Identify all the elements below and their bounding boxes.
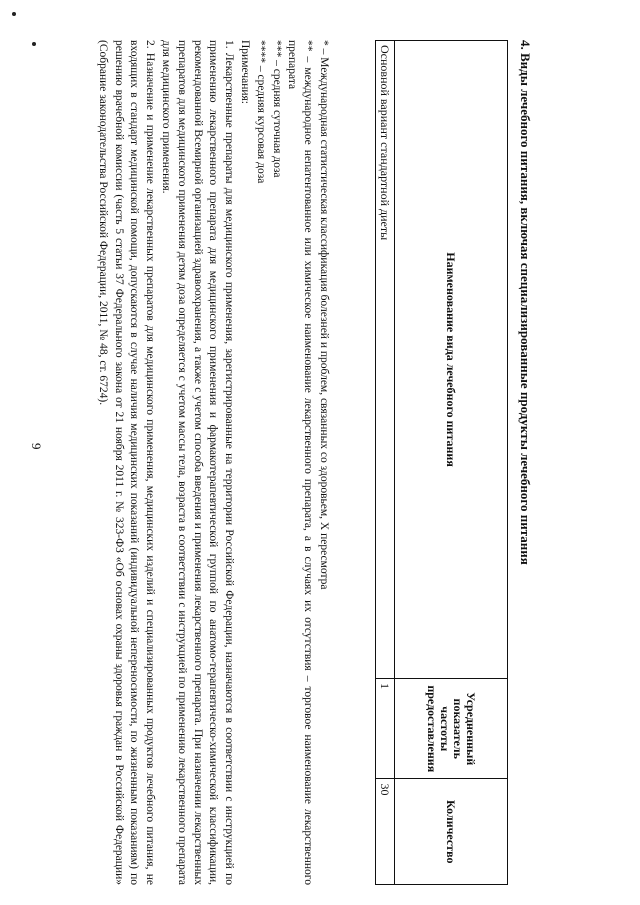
- footnote-icd: * – Международная статистическая классификация болезней и проблем, связанных со здоровьем, X пересмотра: [318, 40, 330, 590]
- scan-speck: [32, 42, 36, 46]
- footnotes-block: [94, 40, 331, 885]
- table-row: [376, 41, 395, 885]
- section-title: 4. Виды лечебного питания, включая специализированные продукты лечебного питания: [518, 40, 533, 565]
- table-header-row: [395, 41, 508, 885]
- notes-title: Примечания:: [239, 40, 252, 104]
- header-quantity: Количество: [395, 779, 508, 885]
- header-name: Наименование вида лечебного питания: [395, 41, 508, 679]
- note-1: 1. Лекарственные препараты для медицинского применения, зарегистрированные на территории Российской Федерации, назначаются в соответствии с инструкцией по применению лекарственного препарата для медицинского применения и фармакотерапевтической группой по анатомо-терапевтическо-химической классификации, рекомендованной Всемирной организацией здравоохранения, а также с учетом способа введения и применения лекарственного препарата. При назначении лекарственных препаратов для медицинского применения детям доза определяется с учетом массы тела, возраста в соответствии с инструкцией по применению лекарственного препарата для медицинского применения.: [160, 40, 236, 885]
- scan-speck: [12, 12, 16, 16]
- page-number: 9: [29, 443, 44, 450]
- header-average: Усредненный показатель частоты предоставления: [395, 679, 508, 779]
- cell-name: Основной вариант стандартной диеты: [376, 41, 395, 679]
- document-content: [78, 40, 548, 885]
- footnote-course-dose: **** – средняя курсовая доза: [254, 40, 267, 184]
- cell-quantity: 30: [376, 779, 395, 885]
- note-2: 2. Назначение и применение лекарственных препаратов для медицинского применения, медицинских изделий и специализированных продуктов лечебного питания, не входящих в стандарт медицинской помощи, допускаются в случае наличия медицинских показаний (индивидуальной непереносимости, по жизненным показаниям) по решению врачебной комиссии (часть 5 статьи 37 Федерального закона от 21 ноября 2011 г. № 323-ФЗ «Об основах охраны здоровья граждан в Российской Федерации» (Собрание законодательства Российской Федерации, 2011, № 48, ст. 6724).: [96, 40, 157, 885]
- footnote-daily-dose: *** – средняя суточная доза: [270, 40, 283, 178]
- cell-average: 1: [376, 679, 395, 779]
- footnote-inn: ** – международное непатентованное или химическое наименование лекарственного препарата, а в случаях их отсутствия – торговое наименование лекарственного препарата: [286, 40, 315, 885]
- nutrition-table: [375, 40, 508, 885]
